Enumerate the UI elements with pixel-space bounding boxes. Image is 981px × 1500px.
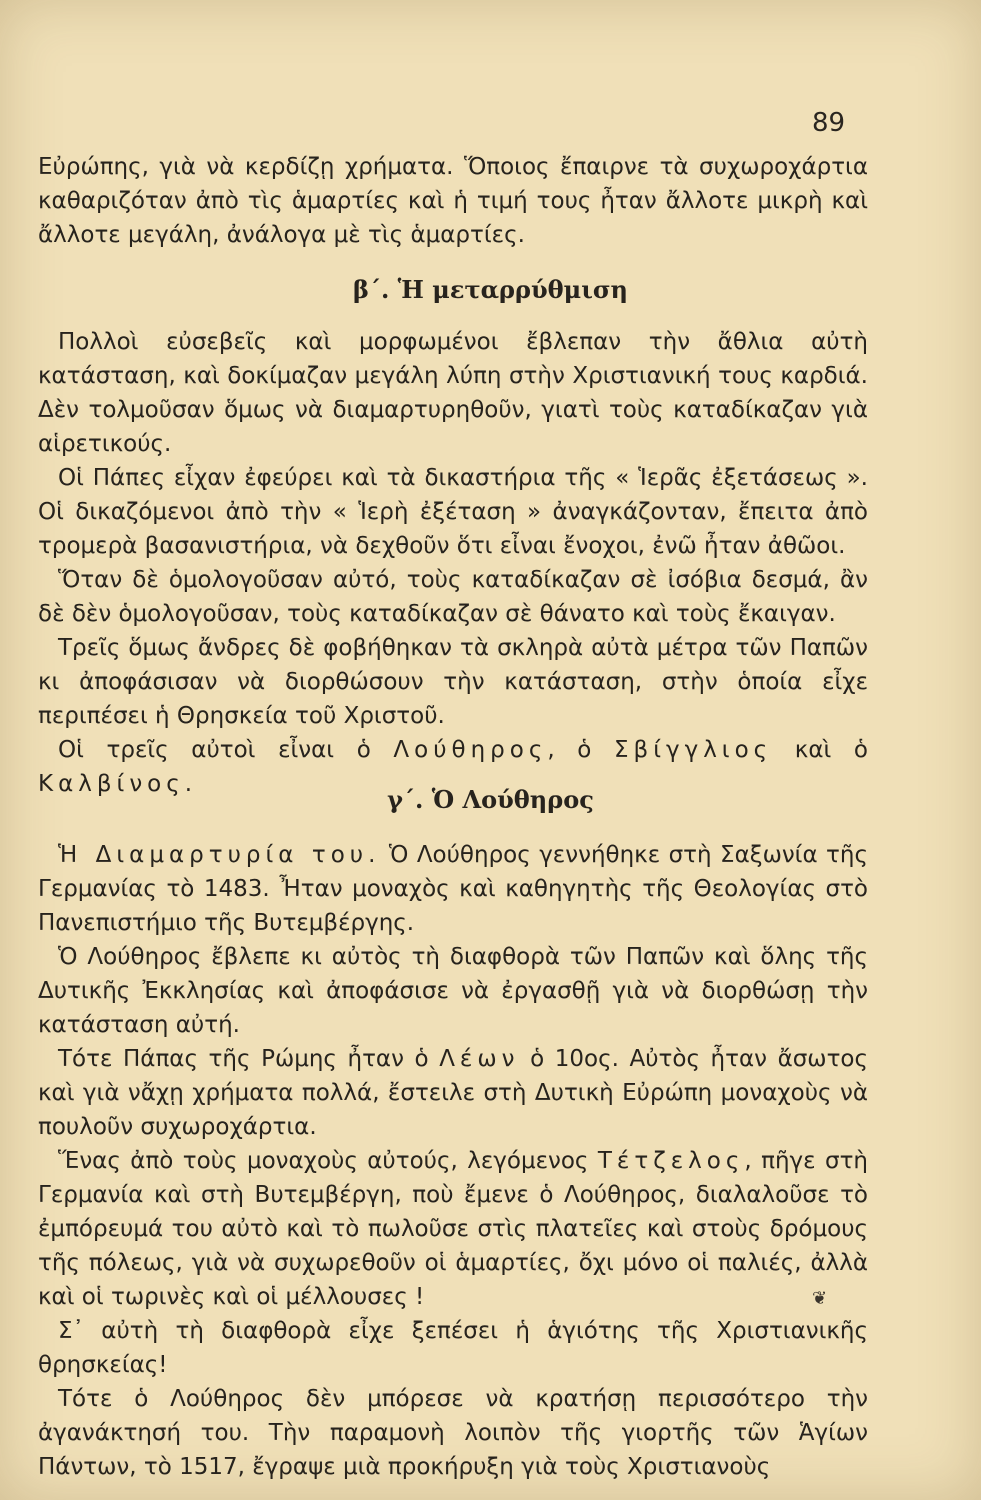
text-run: Τότε Πάπας τῆς Ρώμης ἦταν ὁ [58, 1046, 440, 1072]
paragraph-protest [38, 838, 868, 940]
text-run: ὁ 10ος. Αὐτὸς ἦταν ἄσωτος καὶ γιὰ νἄχῃ χρήματα πολλά, ἔστειλε στὴ Δυτικὴ Εὐρώπη μοναχοὺς νὰ πουλοῦν συχωροχάρτια. [38, 1046, 868, 1140]
intro-paragraph: Εὐρώπης, γιὰ νὰ κερδίζῃ χρήματα. Ὅποιος ἔπαιρνε τὰ συχωροχάρτια καθαριζόταν ἀπὸ τὶς ἁμαρτίες καὶ ἡ τιμή τους ἦταν ἄλλοτε μικρὴ καὶ ἄλλοτε μεγάλη, ἀνάλογα μὲ τὶς ἁμαρτίες. [38, 154, 868, 248]
paragraph: Ὅταν δὲ ὁμολογοῦσαν αὐτό, τοὺς καταδίκαζαν σὲ ἰσόβια δεσμά, ἂν δὲ δὲν ὁμολογοῦσαν, τοὺς καταδίκαζαν σὲ θάνατο καὶ τοὺς ἔκαιγαν. [38, 567, 868, 627]
ornament-icon: ❦ [812, 1288, 828, 1309]
paragraph: Οἱ Πάπες εἶχαν ἐφεύρει καὶ τὰ δικαστήρια τῆς « Ἱερᾶς ἐξετάσεως ». Οἱ δικαζόμενοι ἀπὸ τὴν « Ἱερὴ ἐξέταση » ἀναγκάζονταν, ἔπειτα ἀπὸ τρομερὰ βασανιστήρια, νὰ δεχθοῦν ὅτι εἶναι ἔνοχοι, ἐνῶ ἦταν ἀθῶοι. [38, 465, 868, 559]
paragraph: Σ᾿ αὐτὴ τὴ διαφθορὰ εἶχε ξεπέσει ἡ ἁγιότης τῆς Χριστιανικῆς θρησκείας! [38, 1318, 868, 1378]
text-run: , πῆγε στὴ Γερμανία καὶ στὴ Βυτεμβέργη, ποὺ ἔμενε ὁ Λούθηρος, διαλαλοῦσε τὸ ἐμπόρευμά του αὐτὸ καὶ τὸ πωλοῦσε στὶς πλατεῖες καὶ στοὺς δρόμους τῆς πόλεως, γιὰ νὰ συχωρεθοῦν οἱ ἁμαρτίες, ὄχι μόνο οἱ παλιές, ἀλλὰ καὶ οἱ τωρινὲς καὶ οἱ μέλλουσες ! [38, 1148, 868, 1310]
name-luther: Λούθηρος [393, 737, 548, 763]
name-tetzel: Τέτζελος [597, 1148, 745, 1174]
intro-text-block [38, 150, 868, 252]
paragraph: Τότε ὁ Λούθηρος δὲν μπόρεσε νὰ κρατήσῃ περισσότερο τὴν ἀγανάκτησή του. Τὴν παραμονὴ λοιπὸν τῆς γιορτῆς τῶν Ἁγίων Πάντων, τὸ 1517, ἔγραψε μιὰ προκήρυξη γιὰ τοὺς Χριστιανοὺς [38, 1386, 868, 1480]
text-run: Ἕνας ἀπὸ τοὺς μοναχοὺς αὐτούς, λεγόμενος [58, 1148, 598, 1174]
name-calvin: Καλβίνος [38, 771, 185, 797]
paragraph-tetzel [38, 1144, 868, 1314]
text-run: Ὁ Λούθηρος γεννήθηκε στὴ Σαξωνία τῆς Γερμανίας τὸ 1483. Ἦταν μοναχὸς καὶ καθηγητὴς τῆς Θεολογίας στὸ Πανεπιστήμιο τῆς Βυτεμβέργης. [38, 842, 868, 936]
protest-label: Ἡ Διαμαρτυρία του. [58, 842, 381, 868]
page-number: 89 [812, 108, 846, 138]
paragraph-pope [38, 1042, 868, 1144]
section-heading-luther: γ΄. Ὁ Λούθηρος [387, 785, 594, 814]
section-heading-reformation: β΄. Ἡ μεταρρύθμιση [353, 275, 628, 304]
text-run: Οἱ τρεῖς αὐτοὶ εἶναι ὁ [58, 737, 394, 763]
name-leo: Λέων [439, 1046, 520, 1072]
reformation-text-block [38, 325, 868, 801]
paragraph: Πολλοὶ εὐσεβεῖς καὶ μορφωμένοι ἔβλεπαν τὴν ἄθλια αὐτὴ κατάσταση, καὶ δοκίμαζαν μεγάλη λύπη στὴν Χριστιανική τους καρδιά. Δὲν τολμοῦσαν ὅμως νὰ διαμαρτυρηθοῦν, γιατὶ τοὺς καταδίκαζαν γιὰ αἱρετικούς. [38, 329, 868, 457]
luther-text-block [38, 838, 868, 1484]
name-zwingli: Σβίγγλιος [613, 737, 773, 763]
text-run: καὶ ὁ [772, 737, 868, 763]
text-run: , ὁ [547, 737, 614, 763]
text-run: . [184, 771, 193, 797]
paragraph: Τρεῖς ὅμως ἄνδρες δὲ φοβήθηκαν τὰ σκληρὰ αὐτὰ μέτρα τῶν Παπῶν κι ἀποφάσισαν νὰ διορθώσουν τὴν κατάσταση, στὴν ὁποία εἶχε περιπέσει ἡ Θρησκεία τοῦ Χριστοῦ. [38, 635, 868, 729]
paragraph: Ὁ Λούθηρος ἔβλεπε κι αὐτὸς τὴ διαφθορὰ τῶν Παπῶν καὶ ὅλης τῆς Δυτικῆς Ἐκκλησίας καὶ ἀποφάσισε νὰ ἐργασθῇ γιὰ νὰ διορθώσῃ τὴν κατάσταση αὐτή. [38, 944, 868, 1038]
